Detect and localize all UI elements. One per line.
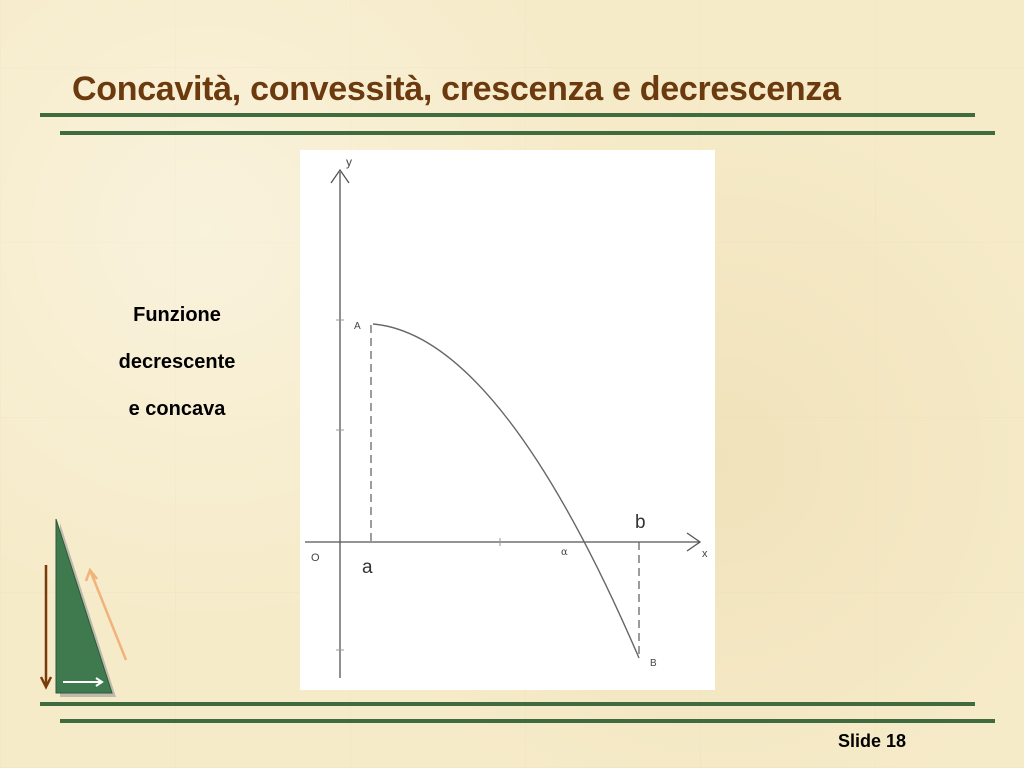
title-rule-bottom [60, 131, 995, 135]
slide-number: Slide 18 [838, 731, 907, 751]
graph-background [300, 150, 715, 690]
function-graph [300, 150, 715, 690]
figure-caption [96, 292, 258, 433]
origin-label: O [311, 552, 320, 564]
slide-title: Concavità, convessità, crescenza e decrescenza [72, 70, 841, 108]
root-alpha-label: α [561, 547, 568, 558]
point-A-label: A [354, 321, 361, 332]
decorative-triangle-logo [36, 515, 136, 700]
point-B-label: B [650, 658, 657, 669]
y-axis-label: y [346, 155, 352, 169]
x-axis-label: x [702, 548, 708, 560]
point-a-label: a [362, 557, 373, 578]
caption-line-1: Funzione [133, 304, 221, 326]
footer-rule-bottom [60, 719, 995, 723]
point-b-label: b [635, 512, 646, 533]
title-rule-top [40, 113, 975, 117]
caption-line-3: e concava [128, 398, 226, 420]
caption-line-2: decrescente [118, 351, 236, 373]
footer-rule-top [40, 702, 975, 706]
